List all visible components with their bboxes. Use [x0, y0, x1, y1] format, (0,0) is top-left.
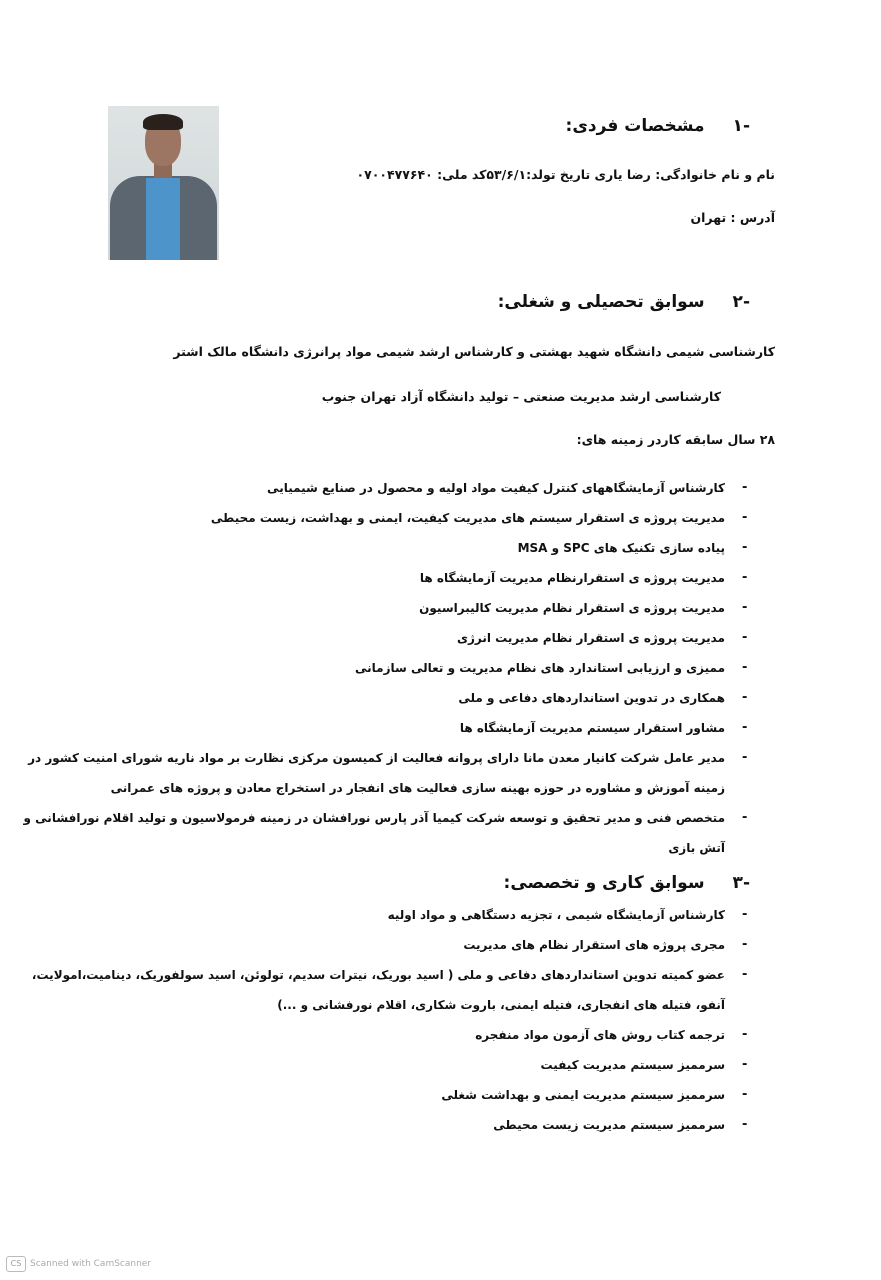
list-item: مشاور استقرار سیستم مدیریت آزمایشگاه ها — [459, 721, 725, 735]
list-item: مدیریت پروژه ی استقرارنظام مدیریت آزمایشگاه ها — [419, 571, 725, 585]
list-item: مدیریت پروژه ی استقرار سیستم های مدیریت کیفیت، ایمنی و بهداشت، زیست محیطی — [210, 511, 725, 525]
list-item: کارشناس آزمایشگاههای کنترل کیفیت مواد اولیه و محصول در صنایع شیمیایی — [267, 481, 725, 495]
section-title: مشخصات فردی: — [565, 116, 705, 136]
watermark-text: Scanned with CamScanner — [30, 1259, 152, 1269]
list-item: زمینه آموزش و مشاوره در حوزه بهینه سازی فعالیت های انفجار در استخراج معادن و پروژه های عمرانی — [110, 781, 725, 795]
bullet-dash: - — [742, 570, 748, 585]
section2-heading — [498, 290, 750, 314]
list-item: آنفو، فتیله های انفجاری، فتیله ایمنی، باروت شکاری، اقلام نورفشانی و ...) — [277, 998, 725, 1012]
list-item: پیاده سازی تکنیک های SPC و MSA — [517, 541, 725, 555]
section-number: -۱ — [732, 116, 750, 136]
bullet-dash: - — [742, 967, 748, 982]
camscanner-logo-icon: CS — [6, 1256, 26, 1272]
bullet-dash: - — [742, 937, 748, 952]
list-item: مجری پروژه های استقرار نظام های مدیریت — [463, 938, 725, 952]
list-item: ممیزی و ارزیابی استاندارد های نظام مدیریت و تعالی سازمانی — [355, 661, 725, 675]
education-line: کارشناسی شیمی دانشگاه شهید بهشتی و کارشناس ارشد شیمی مواد پرانرژی دانشگاه مالک اشتر — [173, 344, 775, 359]
experience-title: ۲۸ سال سابقه کاردر زمینه های: — [576, 432, 775, 447]
bullet-dash: - — [742, 1117, 748, 1132]
section-title: سوابق تحصیلی و شغلی: — [497, 292, 705, 312]
list-item: ترجمه کتاب روش های آزمون مواد منفجره — [475, 1028, 725, 1042]
list-item: همکاری در تدوین استانداردهای دفاعی و ملی — [458, 691, 725, 705]
list-item: آتش بازی — [668, 841, 725, 855]
section3-heading — [504, 871, 750, 895]
bullet-dash: - — [742, 907, 748, 922]
bullet-dash: - — [742, 1057, 748, 1072]
bullet-dash: - — [742, 750, 748, 765]
bullet-dash: - — [742, 660, 748, 675]
bullet-dash: - — [742, 1087, 748, 1102]
list-item: مدیریت پروژه ی استقرار نظام مدیریت انرژی — [457, 631, 725, 645]
profile-photo — [108, 106, 219, 260]
list-item: سرممیز سیستم مدیریت ایمنی و بهداشت شغلی — [441, 1088, 725, 1102]
list-item: سرممیز سیستم مدیریت زیست محیطی — [493, 1118, 725, 1132]
section1-heading — [566, 114, 750, 138]
list-item: مدیر عامل شرکت کانیار معدن مانا دارای پروانه فعالیت از کمیسون مرکزی نظارت بر مواد ناریه شورای امنیت کشور در — [28, 751, 725, 765]
bullet-dash: - — [742, 690, 748, 705]
bullet-dash: - — [742, 720, 748, 735]
list-item: کارشناس آزمایشگاه شیمی ، تجزیه دستگاهی و مواد اولیه — [387, 908, 725, 922]
list-item: عضو کمیته تدوین استانداردهای دفاعی و ملی ( اسید بوریک، نیترات سدیم، تولوئن، اسید سولفوریک، دینامیت،امولایت، — [31, 968, 725, 982]
list-item: مدیریت پروژه ی استقرار نظام مدیریت کالیبراسیون — [419, 601, 725, 615]
bullet-dash: - — [742, 510, 748, 525]
bullet-dash: - — [742, 630, 748, 645]
section-title: سوابق کاری و تخصصی: — [503, 873, 705, 893]
bullet-dash: - — [742, 540, 748, 555]
address-line: آدرس : تهران — [690, 210, 775, 225]
list-item: سرممیز سیستم مدیریت کیفیت — [540, 1058, 725, 1072]
bullet-dash: - — [742, 600, 748, 615]
bullet-dash: - — [742, 480, 748, 495]
bullet-dash: - — [742, 1027, 748, 1042]
section-number: -۲ — [732, 292, 750, 312]
education-line: کارشناسی ارشد مدیریت صنعتی – تولید دانشگاه آزاد تهران جنوب — [321, 389, 721, 404]
list-item: متخصص فنی و مدیر تحقیق و توسعه شرکت کیمیا آذر پارس نورافشان در زمینه فرمولاسیون و تولید اقلام نورافشانی و — [23, 811, 725, 825]
section-number: -۳ — [732, 873, 750, 893]
personal-info-line: نام و نام خانوادگی: رضا یاری تاریخ تولد:۵۳/۶/۱کد ملی: ۰۷۰۰۴۷۷۶۴۰ — [356, 167, 775, 182]
bullet-dash: - — [742, 810, 748, 825]
camscanner-watermark — [6, 1256, 151, 1272]
